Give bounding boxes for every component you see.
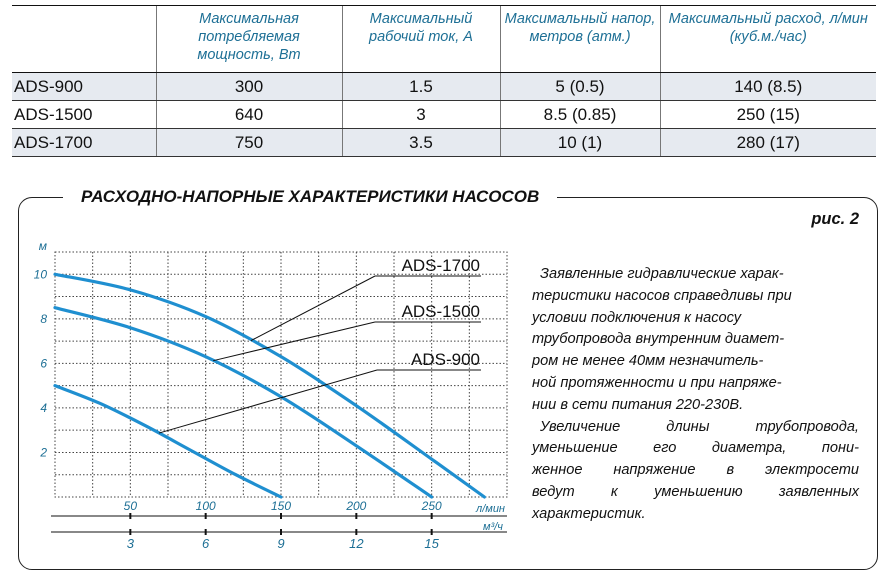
spec-table: [12, 5, 876, 157]
head-cell: 8.5 (0.85): [500, 101, 660, 129]
header-head: Максимальный напор, метров (атм.): [500, 6, 660, 73]
description-line: Увеличение длины трубопровода,: [540, 418, 859, 435]
leader-line: [159, 370, 377, 433]
header-flow: Максимальный расход, л/мин (куб.м./час): [660, 6, 876, 73]
description-text: [532, 264, 859, 526]
flow-cell: 140 (8.5): [660, 73, 876, 101]
spec-table-header-row: [12, 6, 876, 73]
description-line: женное напряжение в электросети: [532, 462, 859, 479]
x2-axis-unit: м³/ч: [483, 521, 503, 533]
x2-tick-label: 9: [277, 536, 285, 551]
y-tick-label: 8: [40, 311, 47, 326]
section-title: РАСХОДНО-НАПОРНЫЕ ХАРАКТЕРИСТИКИ НАСОСОВ: [63, 185, 557, 209]
y-axis-unit: м: [38, 239, 47, 253]
model-cell: ADS-1500: [12, 101, 156, 129]
power-cell: 640: [156, 101, 342, 129]
description-line: характеристик.: [532, 505, 646, 522]
x-tick-label: 200: [346, 499, 367, 513]
x2-tick-label: 12: [349, 536, 364, 551]
header-power: Максимальная потребляемая мощность, Вт: [156, 6, 342, 73]
x2-tick-label: 6: [202, 536, 210, 551]
flow-cell: 250 (15): [660, 101, 876, 129]
description-line: теристики насосов справедливы при: [532, 287, 792, 304]
x-axis-unit: л/мин: [476, 503, 505, 515]
current-cell: 3: [342, 101, 500, 129]
x-tick-label: 50: [123, 499, 138, 513]
description-line: ведут к уменьшению заявленных: [532, 483, 859, 500]
description-line: нии в сети питания 220-230В.: [532, 396, 744, 413]
series-label: ADS-900: [411, 350, 480, 369]
current-cell: 3.5: [342, 129, 500, 157]
description-line: Заявленные гидравлические харак-: [540, 266, 784, 282]
pump-performance-chart: [19, 198, 519, 566]
description-paragraph-1: [532, 264, 859, 417]
chart-panel: [18, 187, 878, 570]
y-tick-label: 10: [33, 267, 47, 282]
model-cell: ADS-900: [12, 73, 156, 101]
table-row: [12, 73, 876, 101]
description-paragraph-2: [532, 417, 859, 526]
power-cell: 300: [156, 73, 342, 101]
description-line: условии подключения к насосу: [532, 309, 742, 326]
header-blank: [12, 6, 156, 73]
x-tick-label: 100: [195, 499, 216, 513]
figure-label: рис. 2: [811, 210, 859, 228]
head-cell: 5 (0.5): [500, 73, 660, 101]
description-line: ром не менее 40мм незначитель-: [532, 353, 764, 370]
power-cell: 750: [156, 129, 342, 157]
description-line: уменьшение его диаметра, пони-: [532, 440, 859, 457]
y-tick-label: 2: [40, 445, 47, 460]
current-cell: 1.5: [342, 73, 500, 101]
x-tick-label: 250: [421, 499, 442, 513]
model-cell: ADS-1700: [12, 129, 156, 157]
y-tick-label: 4: [40, 400, 47, 415]
table-row: [12, 129, 876, 157]
x2-tick-label: 3: [126, 536, 134, 551]
table-row: [12, 101, 876, 129]
y-tick-label: 6: [40, 356, 47, 371]
description-line: ной протяженности и при напряже-: [532, 374, 782, 391]
series-label: ADS-1500: [401, 302, 480, 321]
description-line: трубопровода внутренним диамет-: [532, 331, 785, 348]
x-tick-label: 150: [270, 499, 292, 513]
flow-cell: 280 (17): [660, 129, 876, 157]
x2-tick-label: 15: [424, 536, 439, 551]
series-label: ADS-1700: [401, 256, 480, 275]
head-cell: 10 (1): [500, 129, 660, 157]
header-current: Максимальный рабочий ток, А: [342, 6, 500, 73]
